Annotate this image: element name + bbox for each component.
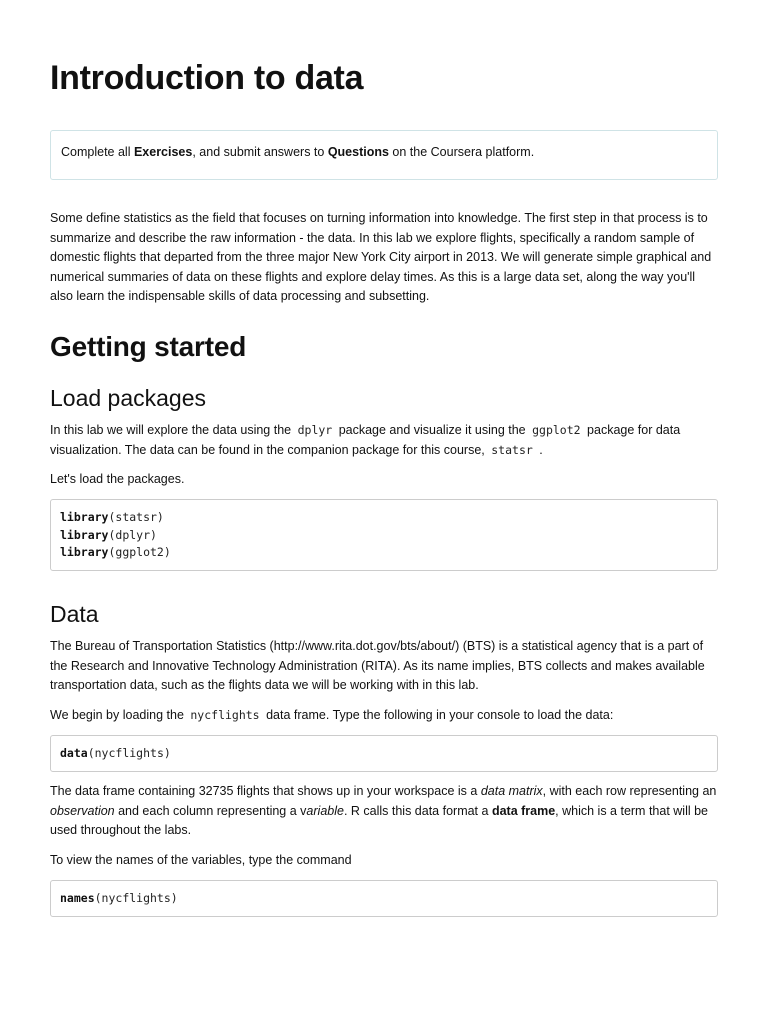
data-heading: Data [50, 601, 99, 627]
code-block-load-packages[interactable] [50, 499, 718, 571]
code-line: data(nycflights) [60, 746, 171, 760]
data-paragraph-names: To view the names of the variables, type the command [50, 853, 352, 867]
code-line: library(dplyr) [60, 527, 157, 542]
page-title: Introduction to data [50, 59, 364, 97]
inline-code-statsr: statsr [491, 442, 533, 457]
load-packages-heading: Load packages [50, 385, 207, 411]
instructions-text: Complete all Exercises, and submit answers to Questions on the Coursera platform. [61, 145, 535, 159]
data-paragraph-load: We begin by loading the nycflights data frame. Type the following in your console to load the data: [50, 708, 614, 722]
inline-code-ggplot2: ggplot2 [532, 423, 581, 437]
instructions-note [50, 130, 718, 180]
code-line: library(ggplot2) [60, 545, 171, 559]
load-packages-intro: Let's load the packages. [50, 472, 185, 486]
inline-code-dplyr: dplyr [297, 423, 333, 437]
load-packages-paragraph: In this lab we will explore the data using the dplyr package and visualize it using the ggplot2 package for data visualization. The data can be found in the companion package for this course, statsr . [50, 423, 681, 457]
getting-started-heading: Getting started [50, 331, 247, 362]
data-paragraph-matrix: The data frame containing 32735 flights that shows up in your workspace is a data matrix, with each row representing an observation and each column representing a variable. R calls this data format a data frame, which is a term that will be used throughout the labs. [50, 784, 717, 837]
code-block-data[interactable] [50, 735, 718, 772]
code-line: library(statsr) [60, 510, 164, 524]
data-paragraph-bts: The Bureau of Transportation Statistics (http://www.rita.dot.gov/bts/about/) (BTS) is a statistical agency that is a part of the Research and Innovative Technology Administration (RITA). As its name implies, BTS collects and makes available transportation data, such as the flights data we will be working with in this lab. [50, 639, 705, 692]
questions-label: Questions [327, 145, 389, 159]
code-line: names(nycflights) [60, 891, 178, 905]
inline-code-nycflights: nycflights [190, 708, 260, 722]
code-block-names[interactable] [50, 880, 718, 917]
exercises-label: Exercises [133, 145, 193, 159]
intro-paragraph: Some define statistics as the field that focuses on turning information into knowledge. The first step in that process is to summarize and describe the raw information - the data. In this lab we explore flights, specifically a random sample of domestic flights that departed from the three major New York City airport in 2013. We will generate simple graphical and numerical summaries of data on these flights and explore delay times. As this is a large data set, along the way you'll also learn the indispensable skills of data processing and subsetting. [50, 211, 712, 303]
